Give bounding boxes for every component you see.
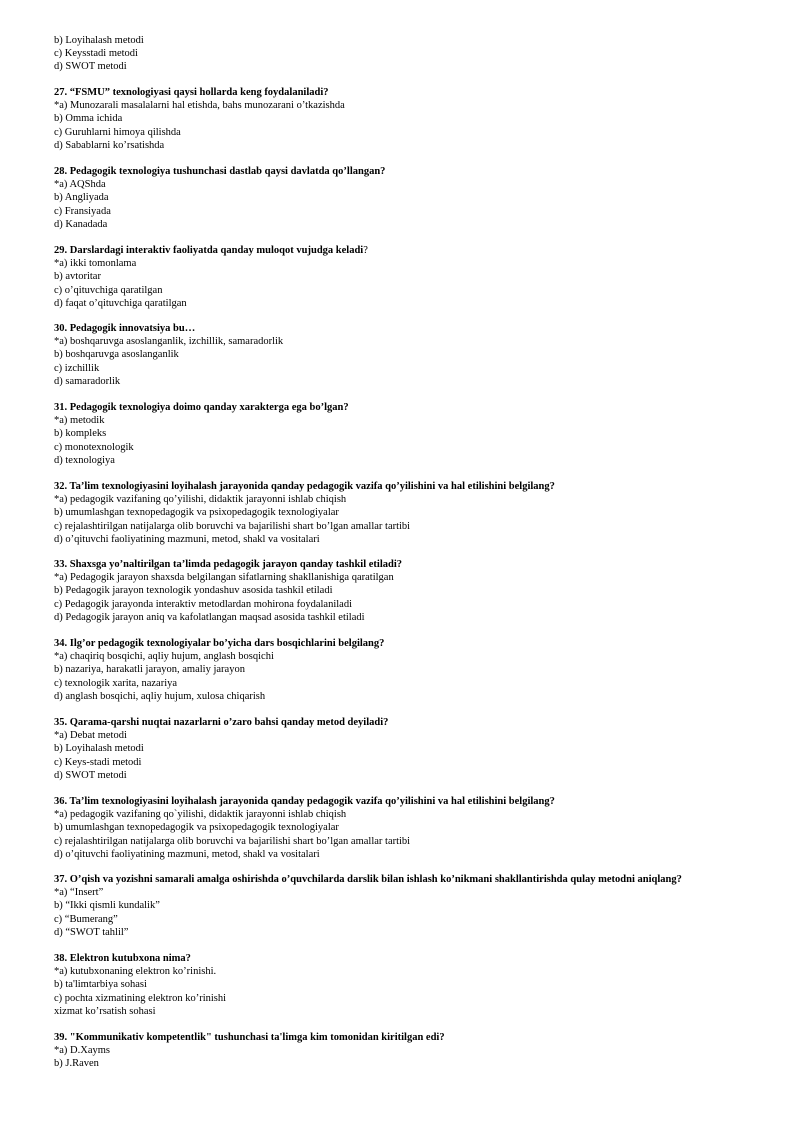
option: *a) kutubxonaning elektron ko’rinishi. — [54, 966, 217, 978]
lead-options — [54, 34, 144, 74]
option: c) rejalashtirilgan natijalarga olib boruvchi va bajarilishi shart bo’lgan amallar tartibi — [54, 835, 411, 847]
option: c) rejalashtirilgan natijalarga olib boruvchi va bajarilishi shart bo’lgan amallar tartibi — [54, 520, 411, 532]
option: b) umumlashgan texnopedagogik va psixopedagogik texnologiyalar — [54, 507, 339, 519]
question-title: 33. Shaxsga yo’naltirilgan ta’limda pedagogik jarayon qanday tashkil etiladi? — [54, 559, 403, 570]
question-38 — [54, 952, 774, 1018]
option: b) “Ikki qismli kundalik” — [54, 900, 160, 912]
option: *a) boshqaruvga asoslanganlik, izchillik, samaradorlik — [54, 336, 284, 348]
option: b) Omma ichida — [54, 113, 123, 125]
option: d) texnologiya — [54, 454, 115, 466]
option: b) avtoritar — [54, 271, 101, 283]
option: c) Keys-stadi metodi — [54, 756, 142, 768]
option: *a) Munozarali masalalarni hal etishda, bahs munozarani o’tkazishda — [54, 100, 345, 112]
question-title: 27. “FSMU” texnologiyasi qaysi hollarda keng foydalaniladi? — [54, 87, 329, 98]
option: b) umumlashgan texnopedagogik va psixopedagogik texnologiyalar — [54, 822, 339, 834]
question-title: 35. Qarama-qarshi nuqtai nazarlarni o’zaro bahsi qanday metod deyiladi? — [54, 717, 389, 728]
option: c) pochta xizmatining elektron ko’rinishi — [54, 992, 227, 1004]
option: c) o’qituvchiga qaratilgan — [54, 284, 163, 296]
option: d) anglash bosqichi, aqliy hujum, xulosa chiqarish — [54, 690, 266, 702]
option: c) Fransiyada — [54, 205, 111, 217]
option: b) boshqaruvga asoslanganlik — [54, 349, 179, 361]
question-27 — [54, 86, 774, 152]
option: b) Loyihalash metodi — [54, 743, 144, 755]
option: c) izchillik — [54, 362, 100, 374]
question-title: 31. Pedagogik texnologiya doimo qanday xarakterga ega bo’lgan? — [54, 402, 349, 413]
question-35 — [54, 716, 774, 782]
option: d) SWOT metodi — [54, 769, 127, 781]
question-title: 39. "Kommunikativ kompetentlik" tushunchasi ta'limga kim tomonidan kiritilgan edi? — [54, 1032, 445, 1043]
question-title: 37. O’qish va yozishni samarali amalga oshirishda o’quvchilarda darslik bilan ishlash ko’nikmani shakllantirishda qulay metodni aniqlang? — [54, 874, 682, 885]
option: d) Sabablarni ko’rsatishda — [54, 139, 165, 151]
option: c) Pedagogik jarayonda interaktiv metodlardan mohirona foydalaniladi — [54, 598, 352, 610]
question-title-text: 29. Darslardagi interaktiv faoliyatda qanday muloqot vujudga keladi — [54, 245, 364, 256]
option: *a) Debat metodi — [54, 730, 127, 742]
option: b) ta'limtarbiya sohasi — [54, 979, 147, 991]
option: d) samaradorlik — [54, 375, 121, 387]
option: d) faqat o’qituvchiga qaratilgan — [54, 297, 187, 309]
question-title: 38. Elektron kutubxona nima? — [54, 953, 191, 964]
option: c) “Bumerang” — [54, 913, 118, 925]
question-title: 36. Ta’lim texnologiyasini loyihalash jarayonida qanday pedagogik vazifa qo’yilishini va hal etilishini belgilang? — [54, 796, 555, 807]
option: c) Keysstadi metodi — [54, 48, 138, 60]
option: *a) pedagogik vazifaning qo’yilishi, didaktik jarayonni ishlab chiqish — [54, 494, 347, 506]
question-title — [54, 244, 774, 257]
question-29 — [54, 244, 774, 310]
option: *a) metodik — [54, 415, 105, 427]
option: b) nazariya, harakatli jarayon, amaliy jarayon — [54, 664, 245, 676]
question-34 — [54, 637, 774, 703]
question-title: 30. Pedagogik innovatsiya bu… — [54, 323, 196, 334]
option: b) Angliyada — [54, 192, 109, 204]
option: *a) AQShda — [54, 179, 106, 191]
question-37 — [54, 873, 774, 939]
question-title: 28. Pedagogik texnologiya tushunchasi dastlab qaysi davlatda qo’llangan? — [54, 166, 386, 177]
option: d) o’qituvchi faoliyatining mazmuni, metod, shakl va vositalari — [54, 848, 320, 860]
question-mark: ? — [363, 245, 368, 256]
question-36 — [54, 795, 774, 861]
option: *a) D.Xayms — [54, 1045, 110, 1057]
question-33 — [54, 558, 774, 624]
option: d) Kanadada — [54, 218, 108, 230]
option: c) monotexnologik — [54, 441, 134, 453]
option: d) o’qituvchi faoliyatining mazmuni, metod, shakl va vositalari — [54, 533, 320, 545]
option: *a) “Insert” — [54, 887, 104, 899]
option: b) Pedagogik jarayon texnologik yondashuv asosida tashkil etiladi — [54, 585, 333, 597]
question-title: 32. Ta’lim texnologiyasini loyihalash jarayonida qanday pedagogik vazifa qo’yilishini va hal etilishini belgilang? — [54, 481, 555, 492]
option: c) Guruhlarni himoya qilishda — [54, 126, 181, 138]
option: c) texnologik xarita, nazariya — [54, 677, 178, 689]
option: *a) pedagogik vazifaning qo`yilishi, didaktik jarayonni ishlab chiqish — [54, 809, 347, 821]
question-title: 34. Ilg’or pedagogik texnologiyalar bo’yicha dars bosqichlarini belgilang? — [54, 638, 385, 649]
option: *a) chaqiriq bosqichi, aqliy hujum, anglash bosqichi — [54, 651, 274, 663]
question-28 — [54, 165, 774, 231]
option: xizmat ko’rsatish sohasi — [54, 1005, 156, 1017]
option: d) Pedagogik jarayon aniq va kafolatlangan maqsad asosida tashkil etiladi — [54, 611, 365, 623]
question-39 — [54, 1031, 774, 1071]
option: b) Loyihalash metodi — [54, 35, 144, 46]
option: *a) Pedagogik jarayon shaxsda belgilangan sifatlarning shakllanishiga qaratilgan — [54, 572, 394, 584]
option: b) J.Raven — [54, 1058, 99, 1070]
option: b) kompleks — [54, 428, 107, 440]
question-32 — [54, 480, 774, 546]
option: d) “SWOT tahlil” — [54, 926, 129, 938]
question-30 — [54, 322, 774, 388]
option: *a) ikki tomonlama — [54, 258, 137, 270]
option: d) SWOT metodi — [54, 61, 127, 73]
question-31 — [54, 401, 774, 467]
